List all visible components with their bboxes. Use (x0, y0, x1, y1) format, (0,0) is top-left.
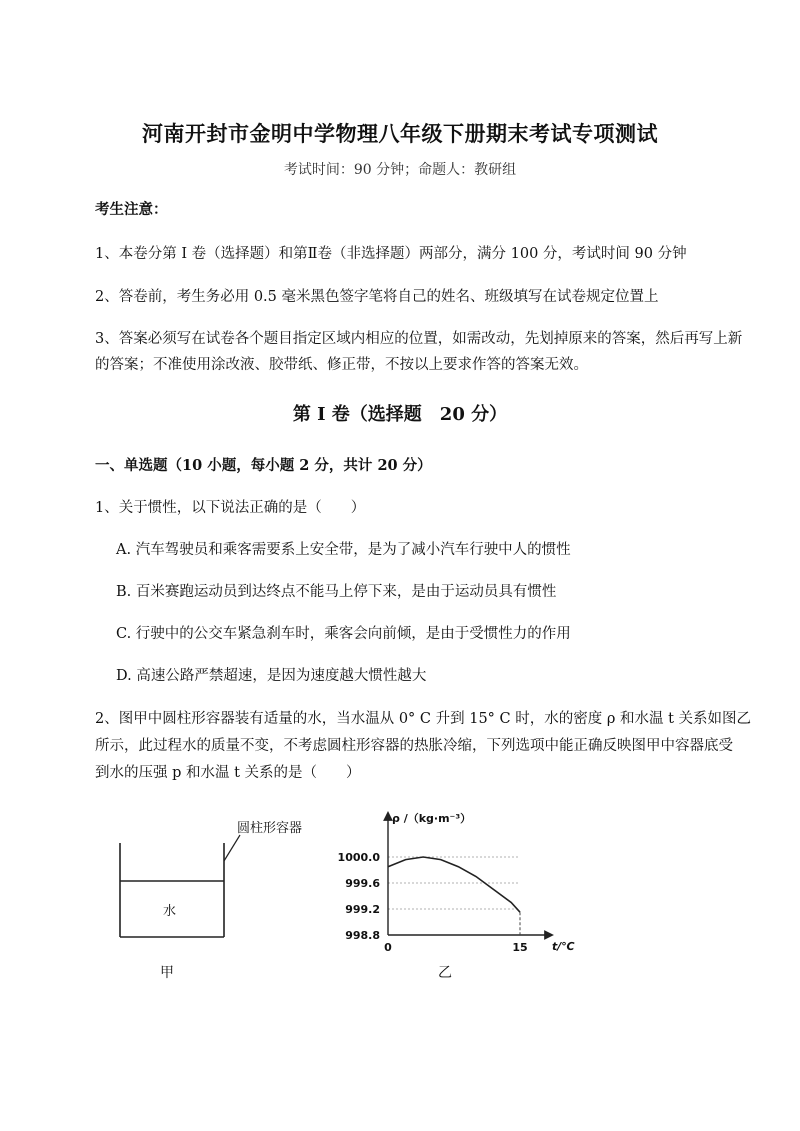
density-curve (388, 857, 520, 912)
q1-option-a: A. 汽车驾驶员和乘客需要系上安全带，是为了减小汽车行驶中人的惯性 (116, 542, 571, 558)
q2-stem-line-3: 到水的压强 p 和水温 t 关系的是（ ） (95, 765, 361, 781)
q1-option-c: C. 行驶中的公交车紧急刹车时，乘客会向前倾，是由于受惯性力的作用 (116, 626, 571, 642)
y-axis-label: ρ /（kg·m⁻³） (392, 812, 472, 825)
figure-yi-chart (330, 805, 590, 990)
x-tick-labels (384, 941, 527, 954)
part-heading: 一、单选题（10 小题，每小题 2 分，共计 20 分） (95, 457, 432, 474)
x-axis-label: t/℃ (552, 940, 575, 953)
container-label: 圆柱形容器 (237, 821, 303, 836)
label-leader-line (224, 835, 240, 861)
x-tick-label: 0 (384, 941, 392, 954)
y-tick-labels (338, 851, 381, 942)
notice-item-3-cont: 的答案；不准使用涂改液、胶带纸、修正带，不按以上要求作答的答案无效。 (95, 357, 588, 373)
q2-stem-line-1: 2、图甲中圆柱形容器装有适量的水，当水温从 0° C 升到 15° C 时，水的密度 ρ 和水温 t 关系如图乙 (95, 711, 752, 727)
figure-jia-caption: 甲 (160, 965, 174, 981)
notice-item-3: 3、答案必须写在试卷各个题目指定区域内相应的位置，如需改动，先划掉原来的答案，然后再写上新 (95, 331, 743, 347)
x-tick-label: 15 (512, 941, 528, 954)
notice-item-2: 2、答卷前，考生务必用 0.5 毫米黑色签字笔将自己的姓名、班级填写在试卷规定位置上 (95, 289, 659, 305)
figure-yi-caption: 乙 (438, 965, 452, 981)
notice-heading: 考生注意： (95, 201, 168, 218)
q2-stem-line-2: 所示，此过程水的质量不变，不考虑圆柱形容器的热胀冷缩，下列选项中能正确反映图甲中容器底受 (95, 738, 733, 754)
q1-option-b: B. 百米赛跑运动员到达终点不能马上停下来，是由于运动员具有惯性 (116, 584, 557, 600)
y-tick-label: 1000.0 (337, 851, 380, 864)
y-tick-label: 999.2 (345, 903, 380, 916)
section-title: 第 I 卷（选择题 20 分） (292, 404, 508, 425)
water-label: 水 (163, 904, 177, 919)
q1-stem: 1、关于惯性，以下说法正确的是（ ） (95, 500, 366, 516)
q1-option-d: D. 高速公路严禁超速，是因为速度越大惯性越大 (116, 668, 427, 684)
y-tick-label: 999.6 (345, 877, 380, 890)
y-tick-label: 998.8 (345, 929, 380, 942)
notice-item-1: 1、本卷分第 I 卷（选择题）和第Ⅱ卷（非选择题）两部分，满分 100 分，考试时间 90 分钟 (95, 246, 687, 262)
figure-jia (100, 805, 340, 985)
exam-title: 河南开封市金明中学物理八年级下册期末考试专项测试 (142, 121, 658, 146)
exam-subtitle: 考试时间：90 分钟；命题人：教研组 (283, 162, 517, 178)
